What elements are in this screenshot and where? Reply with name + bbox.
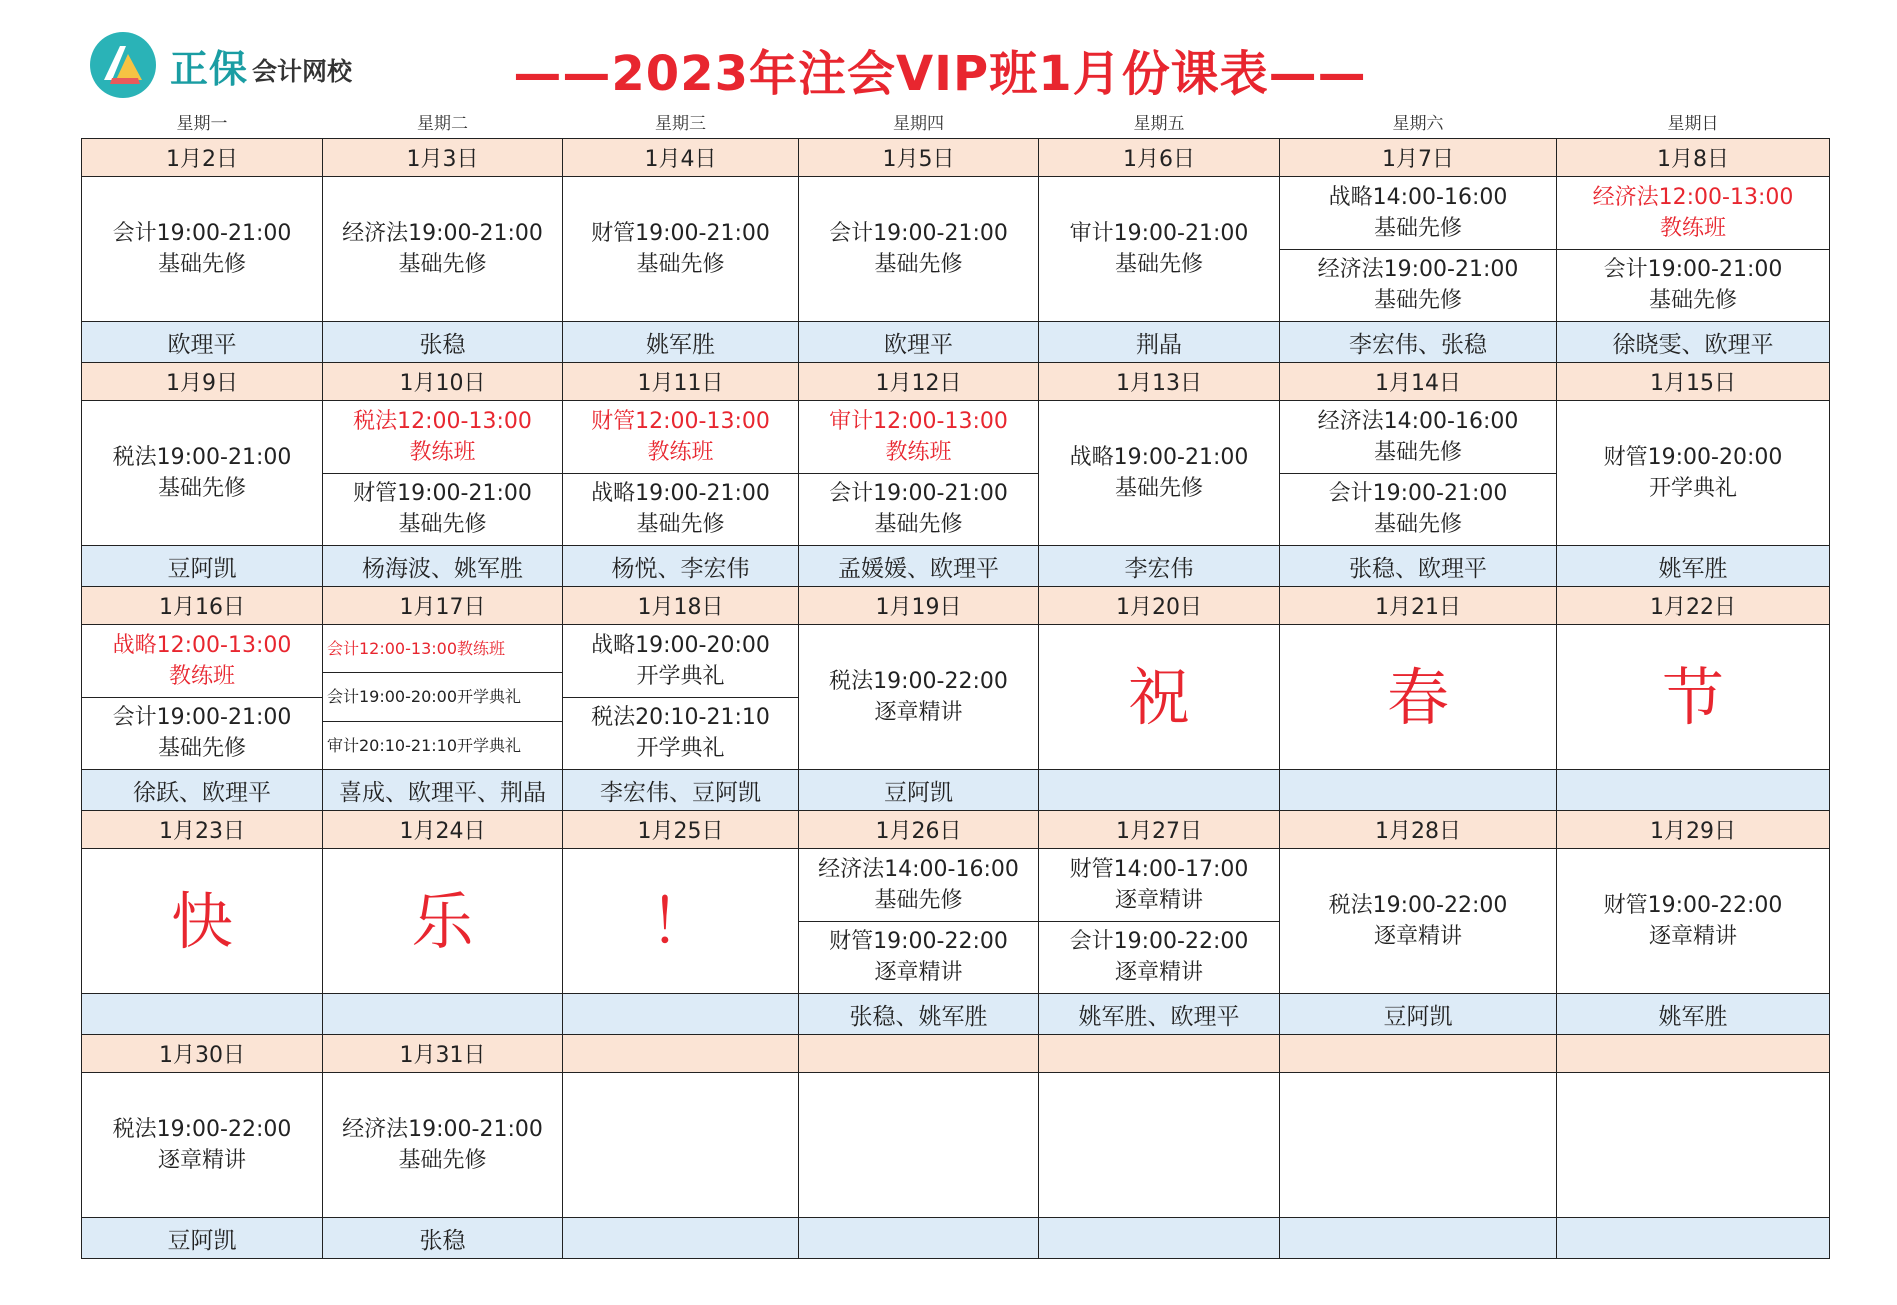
session-time: 会计19:00-21:00: [829, 481, 1008, 507]
session-time: 战略14:00-16:00: [1328, 184, 1508, 210]
session-type: 基础先修: [1373, 439, 1462, 465]
session: [82, 697, 322, 770]
session: [323, 1073, 562, 1217]
session-time: 战略19:00-20:00: [591, 632, 770, 658]
teacher-cell: [1557, 770, 1830, 811]
session-type: 基础先修: [874, 887, 963, 913]
session-type: 开学典礼: [1648, 476, 1737, 501]
session: [563, 625, 798, 697]
session: [563, 401, 798, 473]
session-type: 教练班: [647, 439, 714, 465]
date-cell: 1月21日: [1280, 587, 1557, 625]
session-type: 基础先修: [157, 476, 246, 501]
weekday-header: 星期六: [1392, 113, 1444, 134]
greeting-char: [1557, 625, 1829, 769]
session-type: 逐章精讲: [874, 700, 963, 725]
session: [799, 921, 1038, 994]
teacher-cell: 张稳、欧理平: [1280, 546, 1557, 587]
session: [1557, 177, 1829, 249]
session: [799, 625, 1038, 769]
class-row: [82, 401, 1830, 546]
session-time: 审计20:10-21:10开学典礼: [327, 735, 521, 755]
class-cell: [799, 625, 1039, 770]
session: [323, 721, 562, 769]
teacher-cell: [1280, 770, 1557, 811]
teacher-row: [82, 322, 1830, 363]
class-cell: [323, 177, 563, 322]
date-cell: 1月20日: [1039, 587, 1280, 625]
greeting-char-text: 乐: [411, 884, 474, 958]
session-type: 逐章精讲: [1373, 924, 1462, 949]
teacher-cell: 豆阿凯: [82, 1218, 323, 1259]
teacher-cell: [563, 994, 799, 1035]
class-cell: [1557, 1073, 1830, 1218]
session-time: 税法19:00-22:00: [1328, 893, 1508, 918]
session-time: 财管14:00-17:00: [1069, 856, 1249, 882]
weekday-header: 星期三: [655, 113, 706, 134]
teacher-cell: 豆阿凯: [799, 770, 1039, 811]
session-time: 经济法19:00-21:00: [342, 221, 543, 246]
class-cell: [1280, 625, 1557, 770]
greeting-char: [1039, 625, 1279, 769]
teacher-cell: 姚军胜: [1557, 546, 1830, 587]
session-type: 教练班: [1659, 215, 1726, 241]
session-type: 逐章精讲: [1114, 960, 1203, 986]
teacher-cell: 豆阿凯: [82, 546, 323, 587]
schedule-body: [82, 139, 1830, 1259]
teacher-cell: [323, 994, 563, 1035]
session: [799, 401, 1038, 473]
teacher-cell: 张稳、姚军胜: [799, 994, 1039, 1035]
teacher-cell: 欧理平: [82, 322, 323, 363]
session: [563, 473, 798, 546]
session-type: 逐章精讲: [157, 1148, 246, 1173]
session: [1557, 849, 1829, 993]
date-cell: [799, 1035, 1039, 1073]
session-type: 基础先修: [1114, 252, 1203, 277]
date-cell: 1月28日: [1280, 811, 1557, 849]
session-type: 基础先修: [157, 736, 246, 762]
session-type: 基础先修: [1373, 288, 1462, 314]
session-time: 会计19:00-22:00: [1069, 929, 1249, 955]
date-cell: 1月27日: [1039, 811, 1280, 849]
class-cell: [1557, 625, 1830, 770]
date-cell: [1039, 1035, 1280, 1073]
session-type: 基础先修: [874, 252, 963, 277]
class-cell: [1280, 401, 1557, 546]
date-row: [82, 811, 1830, 849]
class-cell: [1557, 849, 1830, 994]
class-cell: [323, 401, 563, 546]
session-time: 税法12:00-13:00: [353, 408, 532, 434]
class-row: [82, 849, 1830, 994]
session: [799, 177, 1038, 321]
class-cell: [1039, 849, 1280, 994]
class-cell: [1039, 401, 1280, 546]
session-time: 会计19:00-20:00开学典礼: [327, 687, 521, 707]
teacher-cell: 姚军胜: [563, 322, 799, 363]
teacher-cell: 杨海波、姚军胜: [323, 546, 563, 587]
date-cell: 1月25日: [563, 811, 799, 849]
greeting-char-text: ！: [649, 884, 712, 958]
class-row: [82, 177, 1830, 322]
date-row: [82, 139, 1830, 177]
date-cell: 1月8日: [1557, 139, 1830, 177]
date-cell: [563, 1035, 799, 1073]
date-row: [82, 1035, 1830, 1073]
session: [82, 1073, 322, 1217]
session: [323, 473, 562, 546]
teacher-cell: [799, 1218, 1039, 1259]
session: [1039, 177, 1279, 321]
teacher-cell: [1280, 1218, 1557, 1259]
date-cell: 1月24日: [323, 811, 563, 849]
date-cell: 1月29日: [1557, 811, 1830, 849]
date-cell: 1月10日: [323, 363, 563, 401]
session: [82, 177, 322, 321]
session: [1280, 249, 1556, 322]
class-cell: [799, 177, 1039, 322]
teacher-row: [82, 546, 1830, 587]
teacher-cell: 姚军胜、欧理平: [1039, 994, 1280, 1035]
session: [799, 473, 1038, 546]
class-cell: [323, 849, 563, 994]
date-cell: 1月9日: [82, 363, 323, 401]
session-type: 基础先修: [398, 1148, 487, 1173]
session-time: 会计19:00-21:00: [112, 221, 292, 246]
class-cell: [1280, 1073, 1557, 1218]
session: [1280, 177, 1556, 249]
session: [799, 849, 1038, 921]
logo-text-secondary: 会计网校: [252, 57, 353, 86]
session-type: 基础先修: [398, 512, 487, 538]
session: [323, 177, 562, 321]
session-time: 经济法19:00-21:00: [1317, 257, 1519, 283]
session: [323, 672, 562, 720]
session-type: 基础先修: [1114, 476, 1203, 501]
logo-text-primary: 正保: [170, 46, 249, 91]
session-time: 经济法14:00-16:00: [818, 856, 1019, 882]
date-cell: [1280, 1035, 1557, 1073]
session-type: 基础先修: [1648, 288, 1737, 314]
session: [1039, 921, 1279, 994]
teacher-cell: 荆晶: [1039, 322, 1280, 363]
teacher-cell: [1039, 1218, 1280, 1259]
teacher-cell: 姚军胜: [1557, 994, 1830, 1035]
date-cell: 1月16日: [82, 587, 323, 625]
session: [1557, 401, 1829, 545]
teacher-cell: 李宏伟、豆阿凯: [563, 770, 799, 811]
weekday-header-row: [82, 104, 1830, 139]
session-time: 财管19:00-21:00: [353, 481, 532, 507]
session-type: 基础先修: [157, 252, 246, 277]
date-cell: 1月12日: [799, 363, 1039, 401]
session-time: 会计19:00-21:00: [112, 705, 292, 731]
date-cell: 1月17日: [323, 587, 563, 625]
schedule-table: [81, 104, 1830, 1259]
session-type: 逐章精讲: [1114, 887, 1203, 913]
date-cell: 1月22日: [1557, 587, 1830, 625]
session-type: 逐章精讲: [1648, 924, 1737, 949]
teacher-row: [82, 1218, 1830, 1259]
class-cell: [82, 1073, 323, 1218]
session-time: 会计19:00-21:00: [829, 221, 1008, 246]
session: [1039, 849, 1279, 921]
class-cell: [82, 401, 323, 546]
session-time: 财管19:00-20:00: [1603, 445, 1783, 470]
class-cell: [799, 849, 1039, 994]
weekday-header: 星期五: [1133, 113, 1185, 134]
date-row: [82, 363, 1830, 401]
greeting-char-text: 快: [170, 884, 233, 958]
teacher-cell: [1557, 1218, 1830, 1259]
teacher-cell: 徐晓雯、欧理平: [1557, 322, 1830, 363]
session-time: 税法19:00-22:00: [112, 1117, 292, 1142]
greeting-char-text: 节: [1661, 660, 1724, 734]
greeting-char: [82, 849, 322, 993]
date-row: [82, 587, 1830, 625]
session: [323, 401, 562, 473]
session-time: 会计19:00-21:00: [1328, 481, 1508, 507]
date-cell: 1月15日: [1557, 363, 1830, 401]
date-cell: 1月2日: [82, 139, 323, 177]
session-time: 财管19:00-22:00: [829, 929, 1008, 955]
teacher-cell: [563, 1218, 799, 1259]
class-cell: [1280, 177, 1557, 322]
session-time: 会计19:00-21:00: [1603, 257, 1783, 283]
greeting-char-text: 祝: [1127, 660, 1190, 734]
date-cell: 1月5日: [799, 139, 1039, 177]
session: [1039, 401, 1279, 545]
session: [82, 401, 322, 545]
session-time: 财管19:00-21:00: [591, 221, 770, 246]
date-cell: 1月26日: [799, 811, 1039, 849]
session-time: 税法19:00-21:00: [112, 445, 292, 470]
session-time: 财管12:00-13:00: [591, 408, 770, 434]
class-cell: [799, 401, 1039, 546]
teacher-cell: 孟媛媛、欧理平: [799, 546, 1039, 587]
class-cell: [563, 625, 799, 770]
class-cell: [1280, 849, 1557, 994]
session-time: 经济法12:00-13:00: [1592, 184, 1794, 210]
teacher-cell: 张稳: [323, 1218, 563, 1259]
class-cell: [1039, 1073, 1280, 1218]
session-type: 教练班: [885, 439, 952, 465]
date-cell: 1月11日: [563, 363, 799, 401]
date-cell: 1月13日: [1039, 363, 1280, 401]
session: [563, 177, 798, 321]
class-cell: [563, 401, 799, 546]
session-time: 经济法19:00-21:00: [342, 1117, 543, 1142]
class-cell: [563, 177, 799, 322]
teacher-row: [82, 770, 1830, 811]
class-cell: [323, 1073, 563, 1218]
teacher-cell: 李宏伟: [1039, 546, 1280, 587]
date-cell: 1月18日: [563, 587, 799, 625]
class-cell: [1039, 625, 1280, 770]
logo: [90, 30, 352, 100]
session: [1280, 473, 1556, 546]
session: [563, 697, 798, 770]
session-time: 财管19:00-22:00: [1603, 893, 1783, 918]
date-cell: 1月7日: [1280, 139, 1557, 177]
date-cell: 1月3日: [323, 139, 563, 177]
session-type: 基础先修: [398, 252, 487, 277]
session: [1280, 849, 1556, 993]
greeting-char-text: 春: [1386, 660, 1449, 734]
session-time: 战略19:00-21:00: [1069, 445, 1249, 470]
teacher-cell: 李宏伟、张稳: [1280, 322, 1557, 363]
teacher-row: [82, 994, 1830, 1035]
session-time: 战略19:00-21:00: [591, 481, 770, 507]
greeting-char: [323, 849, 562, 993]
class-cell: [1557, 177, 1830, 322]
session: [1280, 401, 1556, 473]
weekday-header: 星期日: [1667, 113, 1719, 134]
class-row: [82, 1073, 1830, 1218]
class-cell: [82, 625, 323, 770]
teacher-cell: 杨悦、李宏伟: [563, 546, 799, 587]
date-cell: 1月6日: [1039, 139, 1280, 177]
date-cell: 1月19日: [799, 587, 1039, 625]
class-cell: [563, 1073, 799, 1218]
session: [1557, 249, 1829, 322]
class-row: [82, 625, 1830, 770]
weekday-header: 星期四: [893, 113, 944, 134]
class-cell: [323, 625, 563, 770]
session-type: 基础先修: [1373, 512, 1462, 538]
session-type: 开学典礼: [636, 663, 725, 689]
teacher-cell: [82, 994, 323, 1035]
date-cell: [1557, 1035, 1830, 1073]
session: [82, 625, 322, 697]
session-time: 审计19:00-21:00: [1069, 221, 1249, 246]
logo-mark-icon: [90, 32, 156, 98]
session-type: 逐章精讲: [874, 960, 963, 986]
class-cell: [799, 1073, 1039, 1218]
session-type: 开学典礼: [636, 736, 725, 762]
session-type: 基础先修: [874, 512, 963, 538]
session: [323, 625, 562, 672]
date-cell: 1月23日: [82, 811, 323, 849]
session-time: 税法20:10-21:10: [591, 705, 770, 731]
greeting-char: [563, 849, 798, 993]
teacher-cell: 豆阿凯: [1280, 994, 1557, 1035]
session-type: 教练班: [168, 663, 235, 689]
session-time: 审计12:00-13:00: [829, 408, 1008, 434]
date-cell: 1月30日: [82, 1035, 323, 1073]
date-cell: 1月14日: [1280, 363, 1557, 401]
teacher-cell: 徐跃、欧理平: [82, 770, 323, 811]
session-type: 教练班: [409, 439, 476, 465]
page-title: ——2023年注会VIP班1月份课表——: [513, 46, 1367, 102]
session-type: 基础先修: [636, 252, 725, 277]
weekday-header: 星期二: [417, 113, 468, 134]
session-time: 经济法14:00-16:00: [1317, 408, 1519, 434]
class-cell: [1557, 401, 1830, 546]
class-cell: [563, 849, 799, 994]
weekday-header: 星期一: [176, 113, 228, 134]
session-time: 战略12:00-13:00: [112, 632, 292, 658]
date-cell: 1月31日: [323, 1035, 563, 1073]
teacher-cell: [1039, 770, 1280, 811]
date-cell: 1月4日: [563, 139, 799, 177]
class-cell: [82, 177, 323, 322]
class-cell: [1039, 177, 1280, 322]
greeting-char: [1280, 625, 1556, 769]
session-time: 税法19:00-22:00: [829, 669, 1008, 694]
session-type: 基础先修: [636, 512, 725, 538]
session-type: 基础先修: [1373, 215, 1462, 241]
teacher-cell: 欧理平: [799, 322, 1039, 363]
class-cell: [82, 849, 323, 994]
teacher-cell: 张稳: [323, 322, 563, 363]
teacher-cell: 喜成、欧理平、荆晶: [323, 770, 563, 811]
session-time: 会计12:00-13:00教练班: [327, 639, 505, 659]
